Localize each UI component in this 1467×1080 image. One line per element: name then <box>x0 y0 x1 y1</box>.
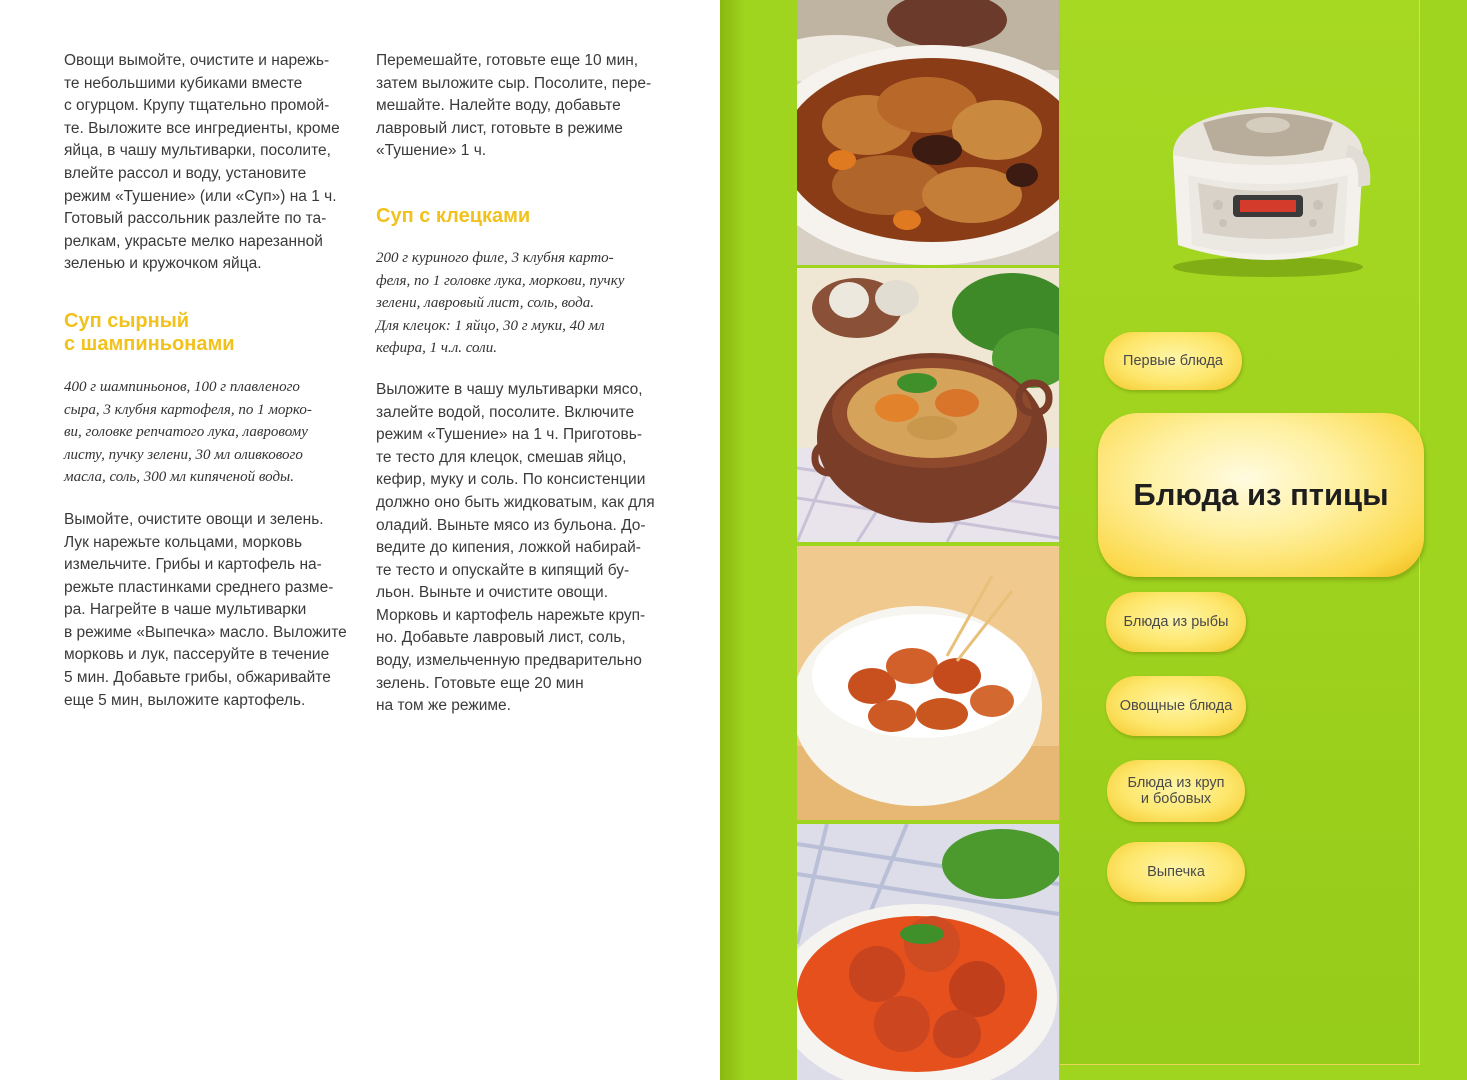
nav-baking[interactable] <box>1107 842 1245 902</box>
pickle-soup-instructions <box>64 50 354 276</box>
text-line: влейте рассол и воду, установите <box>64 164 307 182</box>
text-line: Перемешайте, готовьте еще 10 мин, <box>376 52 639 69</box>
ingredient-line: кефира, 1 ч.л. соли. <box>376 340 497 357</box>
ingredient-line: 400 г шампиньонов, 100 г плавленого <box>64 378 300 395</box>
nav-label: Первые блюда <box>1123 353 1223 369</box>
text-column-2 <box>376 50 676 718</box>
section-title: Блюда из птицы <box>1133 477 1389 512</box>
cheese-soup-instructions <box>64 509 354 712</box>
ingredient-line: зелени, лавровый лист, соль, вода. <box>376 295 594 312</box>
text-line: те тесто и опускайте в кипящий бу- <box>376 561 630 579</box>
nav-label: Овощные блюда <box>1119 698 1233 714</box>
fried-chicken-bites-photo <box>797 546 1059 820</box>
text-line: в режиме «Выпечка» масло. Выложите <box>64 623 347 641</box>
text-line: еще 5 мин, выложите картофель. <box>64 691 306 709</box>
text-line: кефир, муку и соль. По консистенции <box>376 471 646 489</box>
text-line: залейте водой, посолите. Включите <box>376 403 635 421</box>
text-line: Овощи вымойте, очистите и нарежь- <box>64 52 330 69</box>
text-line: Вымойте, очистите овощи и зелень. <box>64 510 324 528</box>
ingredient-line: Для клецок: 1 яйцо, 30 г муки, 40 мл <box>376 317 605 334</box>
text-line: релкам, украсьте мелко нарезанной <box>64 232 323 250</box>
text-line: зеленью и кружочком яйца. <box>64 255 262 273</box>
text-line: те небольшими кубиками вместе <box>64 74 303 92</box>
ingredient-line: масла, соль, 300 мл кипяченой воды. <box>64 469 294 486</box>
text-line: 5 мин. Добавьте грибы, обжаривайте <box>64 669 331 687</box>
text-line: яйца, в чашу мультиварки, посолите, <box>64 142 331 160</box>
nav-label: Блюда из рыбы <box>1123 614 1229 630</box>
page-fold <box>720 0 746 1080</box>
text-line: «Тушение» 1 ч. <box>376 142 487 160</box>
text-line: на том же режиме. <box>376 697 511 715</box>
ingredient-line: листу, пучку зелени, 30 мл оливкового <box>64 446 303 463</box>
roast-chicken-photo <box>797 0 1059 265</box>
text-line: Морковь и картофель нарежьте круп- <box>376 606 646 624</box>
nav-label-line1: Блюда из круп <box>1127 775 1225 791</box>
text-line: ведите до кипения, ложкой набирай- <box>376 539 641 557</box>
text-line: Готовый рассольник разлейте по та- <box>64 210 327 228</box>
text-column-1 <box>64 50 354 712</box>
recipe-heading-cheese-soup <box>64 310 354 356</box>
text-line: морковь и лук, пассеруйте в течение <box>64 646 330 664</box>
text-line: льон. Выньте и очистите овощи. <box>376 584 609 602</box>
nav-label: Выпечка <box>1147 864 1205 880</box>
text-line: затем выложите сыр. Посолите, пере- <box>376 74 652 92</box>
text-line: оладий. Выньте мясо из бульона. До- <box>376 516 646 534</box>
text-line: те. Выложите все ингредиенты, кроме <box>64 119 340 137</box>
heading-line: с шампиньонами <box>64 332 235 355</box>
poultry-stew-photo <box>797 268 1059 542</box>
nav-vegetable-dishes[interactable] <box>1106 676 1246 736</box>
heading-line: Суп сырный <box>64 309 190 332</box>
text-line: Выложите в чашу мультиварки мясо, <box>376 380 643 398</box>
text-line: режьте пластинками среднего разме- <box>64 578 334 596</box>
nav-current-section[interactable] <box>1098 413 1424 577</box>
text-line: те тесто для клецок, смешав яйцо, <box>376 448 627 466</box>
nav-first-courses[interactable] <box>1104 332 1242 390</box>
text-line: зелень. Готовьте еще 20 мин <box>376 674 584 692</box>
text-line: Лук нарежьте кольцами, морковь <box>64 533 303 551</box>
ingredient-line: 200 г куриного филе, 3 клубня карто- <box>376 249 614 266</box>
text-line: с огурцом. Крупу тщательно промой- <box>64 97 330 115</box>
text-line: лавровый лист, готовьте в режиме <box>376 119 623 137</box>
multicooker-image <box>1158 95 1388 280</box>
text-line: режим «Тушение» (или «Суп») на 1 ч. <box>64 187 337 205</box>
text-line: должно оно быть жидковатым, как для <box>376 493 655 511</box>
cheese-soup-continuation <box>376 50 676 163</box>
text-line: мешайте. Налейте воду, добавьте <box>376 97 621 115</box>
nav-grain-dishes[interactable] <box>1107 760 1245 822</box>
dumpling-soup-ingredients <box>376 247 676 360</box>
text-line: режим «Тушение» на 1 ч. Приготовь- <box>376 426 642 444</box>
ingredient-line: ви, головке репчатого лука, лавровому <box>64 424 308 441</box>
text-line: измельчите. Грибы и картофель на- <box>64 556 322 574</box>
recipe-heading-dumpling-soup: Суп с клецками <box>376 204 531 227</box>
meatballs-in-sauce-photo <box>797 824 1059 1080</box>
ingredient-line: феля, по 1 головке лука, моркови, пучку <box>376 272 625 289</box>
nav-label-line2: и бобовых <box>1140 791 1212 807</box>
text-line: ра. Нагрейте в чаше мультиварки <box>64 601 307 619</box>
nav-fish-dishes[interactable] <box>1106 592 1246 652</box>
text-line: но. Добавьте лавровый лист, соль, <box>376 629 626 647</box>
left-page <box>0 0 720 1080</box>
text-line: воду, измельченную предварительно <box>376 652 642 670</box>
food-photo-strip <box>797 0 1059 1080</box>
ingredient-line: сыра, 3 клубня картофеля, по 1 морко- <box>64 401 312 418</box>
cheese-soup-ingredients <box>64 376 354 489</box>
dumpling-soup-instructions <box>376 379 676 718</box>
